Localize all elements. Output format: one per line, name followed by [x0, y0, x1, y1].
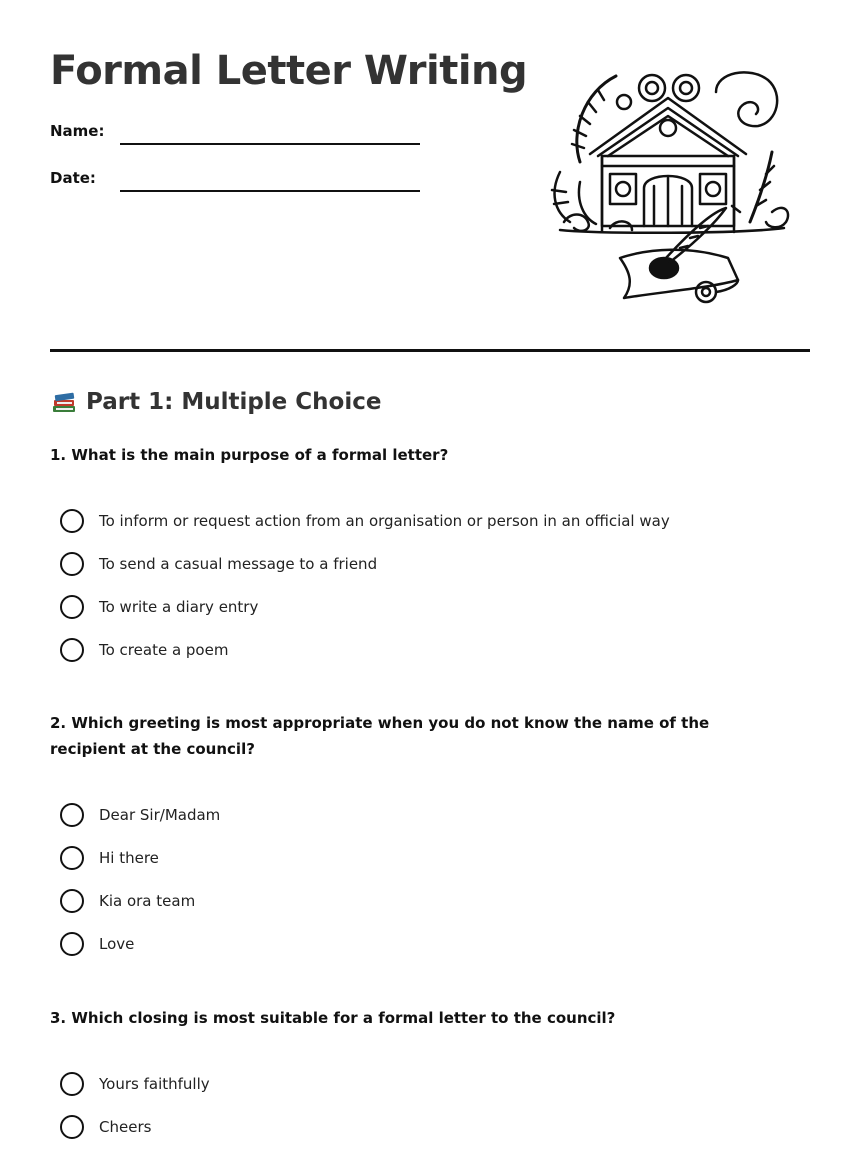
part1-heading [50, 388, 381, 416]
option-label: To send a casual message to a friend [99, 555, 378, 573]
q1-option-2[interactable] [60, 552, 377, 576]
question-2: 2. Which greeting is most appropriate when you do not know the name of the recipient at the council? [50, 714, 710, 758]
option-label: To inform or request action from an organisation or person in an official way [99, 512, 670, 530]
radio-button[interactable] [60, 509, 84, 533]
radio-button[interactable] [60, 846, 84, 870]
date-line[interactable] [120, 190, 420, 192]
option-label: Cheers [99, 1118, 152, 1136]
option-label: Yours faithfully [99, 1075, 210, 1093]
option-label: To create a poem [99, 641, 229, 659]
name-line[interactable] [120, 143, 420, 145]
radio-button[interactable] [60, 1072, 84, 1096]
option-label: Kia ora team [99, 892, 196, 910]
q2-option-3[interactable] [60, 889, 195, 913]
radio-button[interactable] [60, 595, 84, 619]
radio-button[interactable] [60, 889, 84, 913]
option-label: To write a diary entry [99, 598, 259, 616]
section-divider [50, 349, 810, 352]
q1-option-3[interactable] [60, 595, 258, 619]
part1-heading-text: Part 1: Multiple Choice [86, 389, 382, 415]
q2-option-4[interactable] [60, 932, 134, 956]
books-icon [50, 388, 78, 416]
question-3: 3. Which closing is most suitable for a formal letter to the council? [50, 1009, 616, 1027]
q1-option-1[interactable] [60, 509, 670, 533]
wharenui-quill-illustration [540, 62, 800, 307]
name-label: Name: [50, 122, 105, 140]
radio-button[interactable] [60, 638, 84, 662]
radio-button[interactable] [60, 932, 84, 956]
radio-button[interactable] [60, 803, 84, 827]
page-title: Formal Letter Writing [50, 48, 528, 94]
q2-option-1[interactable] [60, 803, 220, 827]
question-1: 1. What is the main purpose of a formal letter? [50, 446, 449, 464]
option-label: Dear Sir/Madam [99, 806, 221, 824]
option-label: Love [99, 935, 135, 953]
q1-option-4[interactable] [60, 638, 228, 662]
q3-option-1[interactable] [60, 1072, 210, 1096]
radio-button[interactable] [60, 1115, 84, 1139]
option-label: Hi there [99, 849, 159, 867]
radio-button[interactable] [60, 552, 84, 576]
q3-option-2[interactable] [60, 1115, 151, 1139]
date-label: Date: [50, 169, 96, 187]
q2-option-2[interactable] [60, 846, 159, 870]
